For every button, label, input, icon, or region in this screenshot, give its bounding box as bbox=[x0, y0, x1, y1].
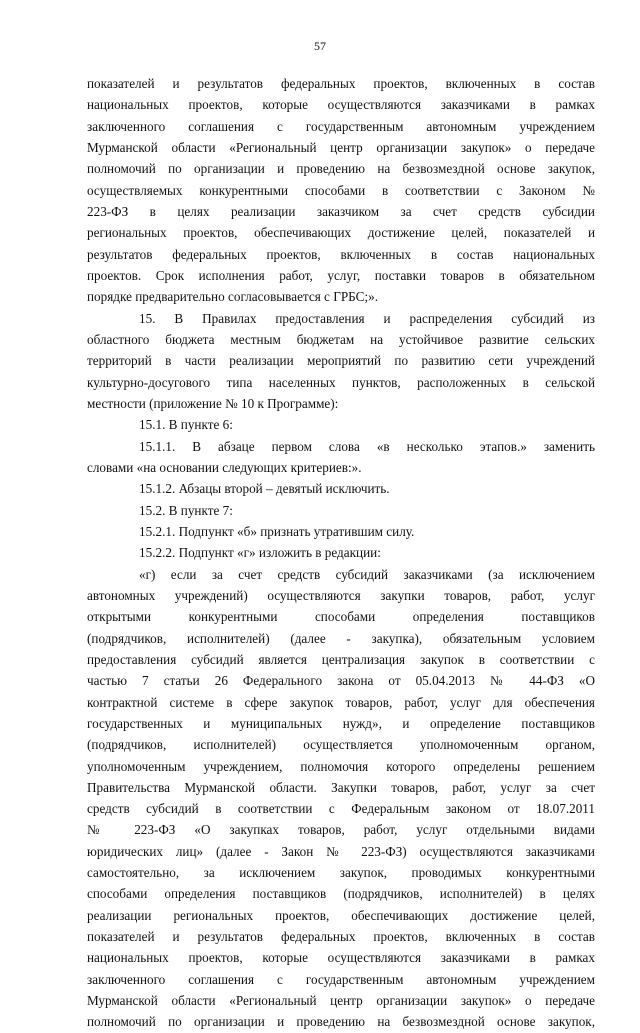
text-line: Мурманской области «Региональный центр организации закупок» о передаче bbox=[87, 139, 595, 155]
text-line: (подрядчиков, исполнителей) осуществляется уполномоченным органом, bbox=[87, 737, 595, 753]
text-line: 15.1.2. Абзацы второй – девятый исключить. bbox=[139, 481, 390, 497]
text-line: юридических лиц» (далее - Закон № 223-ФЗ) осуществляются заказчиками bbox=[87, 843, 595, 859]
text-line: словами «на основании следующих критериев:». bbox=[87, 459, 362, 475]
text-line: самостоятельно, за исключением закупок, проводимых конкурентными bbox=[87, 865, 595, 881]
text-line: 15.1. В пункте 6: bbox=[139, 417, 233, 433]
text-line: предоставления субсидий является централизация закупок в соответствии с bbox=[87, 651, 595, 667]
text-line: 15.2.1. Подпункт «б» признать утратившим силу. bbox=[139, 523, 415, 539]
text-line: открытыми конкурентными способами определения поставщиков bbox=[87, 609, 595, 625]
text-line: национальных проектов, которые осуществляются заказчиками в рамках bbox=[87, 950, 595, 966]
text-line: реализации региональных проектов, обеспечивающих достижение целей, bbox=[87, 907, 595, 923]
text-line: Мурманской области «Региональный центр организации закупок» о передаче bbox=[87, 993, 595, 1009]
text-line: «г) если за счет средств субсидий заказчиками (за исключением bbox=[139, 566, 595, 582]
text-line: полномочий по организации и проведению на безвозмездной основе закупок, bbox=[87, 161, 595, 177]
text-line: № 223-ФЗ «О закупках товаров, работ, услуг отдельными видами bbox=[87, 822, 595, 838]
text-line: 15. В Правилах предоставления и распределения субсидий из bbox=[139, 310, 595, 326]
text-line: заключенного соглашения с государственным автономным учреждением bbox=[87, 118, 595, 134]
text-line: (подрядчиков, исполнителей) (далее - закупка), обязательным условием bbox=[87, 630, 595, 646]
text-line: Правительства Мурманской области. Закупки товаров, работ, услуг за счет bbox=[87, 779, 595, 795]
text-line: национальных проектов, которые осуществляются заказчиками в рамках bbox=[87, 97, 595, 113]
text-line: областного бюджета местным бюджетам на устойчивое развитие сельских bbox=[87, 331, 595, 347]
text-line: уполномоченным учреждением, полномочия которого определены решением bbox=[87, 758, 595, 774]
text-line: показателей и результатов федеральных проектов, включенных в состав bbox=[87, 929, 595, 945]
text-line: осуществляемых конкурентными способами в соответствии с Законом № bbox=[87, 182, 595, 198]
page-number: 57 bbox=[314, 39, 326, 53]
text-line: способами определения поставщиков (подрядчиков, исполнителей) в целях bbox=[87, 886, 595, 902]
text-line: культурно-досугового типа населенных пунктов, расположенных в сельской bbox=[87, 374, 595, 390]
text-line: заключенного соглашения с государственным автономным учреждением bbox=[87, 971, 595, 987]
text-line: частью 7 статьи 26 Федерального закона от 05.04.2013 № 44-ФЗ «О bbox=[87, 673, 595, 689]
text-line: 223-ФЗ в целях реализации заказчиком за счет средств субсидии bbox=[87, 203, 595, 219]
text-line: региональных проектов, обеспечивающих достижение целей, показателей и bbox=[87, 225, 595, 241]
text-line: проектов. Срок исполнения работ, услуг, поставки товаров в обязательном bbox=[87, 267, 595, 283]
text-line: 15.1.1. В абзаце первом слова «в несколько этапов.» заменить bbox=[139, 438, 595, 454]
text-line: результатов федеральных проектов, включенных в состав национальных bbox=[87, 246, 595, 262]
text-line: автономных учреждений) осуществляются закупки товаров, работ, услуг bbox=[87, 587, 595, 603]
text-line: 15.2. В пункте 7: bbox=[139, 502, 233, 518]
text-line: порядке предварительно согласовывается с ГРБС;». bbox=[87, 289, 378, 305]
text-line: государственных и муниципальных нужд», и определение поставщиков bbox=[87, 715, 595, 731]
text-line: территорий в части реализации мероприятий по развитию сети учреждений bbox=[87, 353, 595, 369]
text-line: полномочий по организации и проведению на безвозмездной основе закупок, bbox=[87, 1014, 595, 1030]
text-line: местности (приложение № 10 к Программе): bbox=[87, 395, 339, 411]
text-line: контрактной системе в сфере закупок товаров, работ, услуг для обеспечения bbox=[87, 694, 595, 710]
text-line: показателей и результатов федеральных проектов, включенных в состав bbox=[87, 76, 595, 91]
text-line: средств субсидий в соответствии с Федеральным законом от 18.07.2011 bbox=[87, 801, 595, 817]
document-body bbox=[87, 73, 595, 1033]
text-line: 15.2.2. Подпункт «г» изложить в редакции: bbox=[139, 545, 381, 561]
